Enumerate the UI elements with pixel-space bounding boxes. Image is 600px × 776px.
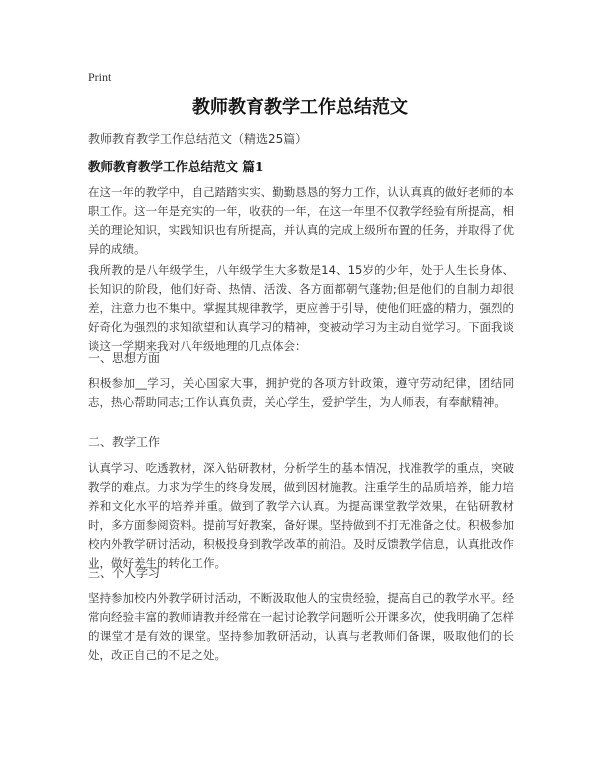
paragraph-personal-study: 坚持参加校内外教学研讨活动，不断汲取他人的宝贵经验，提高自己的教学水平。经常向经验丰富的教师请教并经常在一起讨论教学问题听公开课多次，使我明确了怎样的课堂才是有效的课堂。坚持参加教研活动，认真与老教师们备课，吸取他们的长处，改正自己的不足之处。 [88, 591, 514, 662]
paragraph-intro: 在这一年的教学中，自己踏踏实实、勤勤恳恳的努力工作，认认真真的做好老师的本职工作。这一年是充实的一年，收获的一年，在这一年里不仅教学经验有所提高，相关的理论知识，实践知识也有所提高，并认真的完成上级所布置的任务，并取得了优异的成绩。 [88, 185, 514, 256]
article-heading: 教师教育教学工作总结范文 篇1 [88, 159, 264, 174]
document-subtitle: 教师教育教学工作总结范文（精选25篇） [88, 132, 308, 146]
section-heading-ideology: 一、思想方面 [88, 351, 161, 365]
paragraph-teaching: 认真学习、吃透教材，深入钻研教材，分析学生的基本情况，找准教学的重点，突破教学的难点。力求为学生的终身发展，做到因材施教。注重学生的品质培养，能力培养和文化水平的培养并重。做到了教学六认真。为提高课堂教学效果，在钻研教材时，多方面参阅资料。提前写好教案，备好课。坚持做到不打无准备之仗。积极参加校内外教学研讨活动，积极投身到教学改革的前沿。及时反馈教学信息，认真批改作业，做好差生的转化工作。 [88, 461, 514, 570]
page-title: 教师教育教学工作总结范文 [192, 97, 408, 118]
paragraph-students: 我所教的是八年级学生，八年级学生大多数是14、15岁的少年，处于人生长身体、长知识的阶段，他们好奇、热情、活泼、各方面都朝气蓬勃;但是他们的自制力却很差，注意力也不集中。掌握其规律教学，更应善于引导，使他们旺盛的精力，强烈的好奇化为强烈的求知欲望和认真学习的精神，变被动学习为主动自觉学习。下面我谈谈这一学期来我对八年级地理的几点体会： [88, 263, 514, 353]
paragraph-ideology: 积极参加__学习，关心国家大事，拥护党的各项方针政策，遵守劳动纪律，团结同志，热心帮助同志;工作认真负责，关心学生，爱护学生，为人师表，有奉献精神。 [88, 376, 514, 409]
section-heading-teaching: 二、教学工作 [88, 435, 161, 449]
print-link[interactable]: Print [88, 70, 112, 84]
section-heading-personal-study: 三、个人学习 [88, 566, 161, 580]
